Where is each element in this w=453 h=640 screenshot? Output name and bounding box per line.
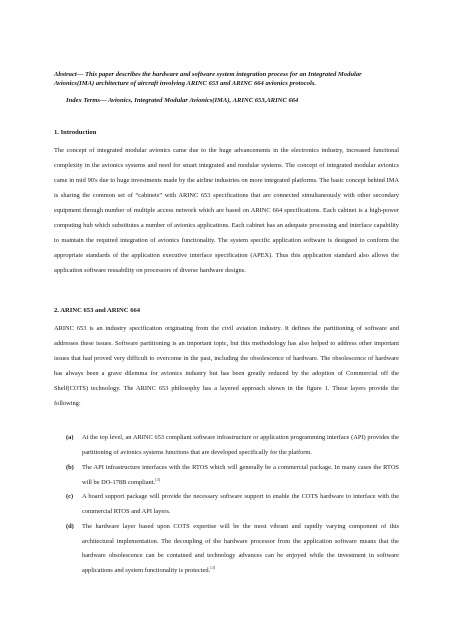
introduction-paragraph: The concept of integrated modular avionics came due to the huge advancements in the electronics industry, increased functional complexity in the avionics systems and need for smart integrated and modular systems. The concept of integrated modular avionics came in mid 90's due to huge investments made by the airline industries on more integrated platforms. The basic concept behind IMA is sharing the common set of “cabinets” with ARINC 653 specifications that are connected simultaneously with other secondary equipment through number of multiple access network which are based on ARINC 664 specifications. Each cabinet is a high-power computing hub which substitutes a number of avionics applications. Each cabinet has an adequate processing and interface capability to maintain the required integration of avionics functionality. The system specific application software is designed to conform the appropriate standards of the application executive interface specification (APEX). Thus this application standard also allows the application software reusability on processors of diverse hardware designs. (54, 146, 399, 275)
list-item (66, 431, 399, 460)
section-heading-introduction: 1. Introduction (54, 128, 97, 136)
abstract: Abstract— This paper describes the hardware and software system integration process for an Integrated Modular Avionics(IMA) architecture of aircraft involving ARINC 653 and ARINC 664 avionics protocols. (54, 71, 362, 88)
list-marker: (b) (66, 463, 74, 471)
list-item-text: The API infrastructure interfaces with the RTOS which will generally be a commercial package. In many cases the RTOS will be DO-178B compliant. (82, 463, 399, 486)
list-item-text: At the top level, an ARINC 653 compliant software infrastructure or application programming interface (API) provides the partitioning of avionics systems functions that are developed specifically for the platform. (82, 434, 399, 457)
list-marker: (c) (66, 493, 74, 501)
document-page (54, 70, 399, 579)
citation-link[interactable]: [4] (210, 564, 216, 570)
layer-list (54, 431, 399, 578)
arinc-paragraph: ARINC 653 is an industry specification originating from the civil aviation industry. It defines the partitioning of software and addresses these issues. Software partitioning is an important topic, but this methodology has also helped to address other important issues that had proved very difficult to overcome in the past, including the obsolescence of hardware. The obsolescence of hardware has always been a grave dilemma for avionics industry but has been greatly reduced by the adoption of Commercial off the Shelf(COTS) technology. The ARINC 653 philosophy has a layered approach shown in the figure 1. These layers provide the following: (54, 325, 399, 408)
list-item-text: The hardware layer based upon COTS expertise will be the most vibrant and rapidly varying component of this architectural implementation. The decoupling of the hardware processor from the application software means that the hardware obsolescence can be contained and technology advances can be enjoyed while the investment in software applications and system functionality is protected. (82, 522, 399, 574)
list-item (66, 520, 399, 579)
list-item (66, 490, 399, 519)
section-heading-arinc: 2. ARINC 653 and ARINC 664 (54, 307, 141, 315)
index-terms: Index Terms— Avionics, Integrated Modular Avionics(IMA), ARINC 653,ARINC 664 (66, 97, 299, 105)
citation-link[interactable]: [4] (155, 476, 161, 482)
list-item-text: A board support package will provide the necessary software support to enable the COTS hardware to interface with the commercial RTOS and API layers. (82, 493, 399, 516)
list-marker: (d) (66, 522, 74, 530)
list-item (66, 461, 399, 490)
list-marker: (a) (66, 434, 74, 442)
